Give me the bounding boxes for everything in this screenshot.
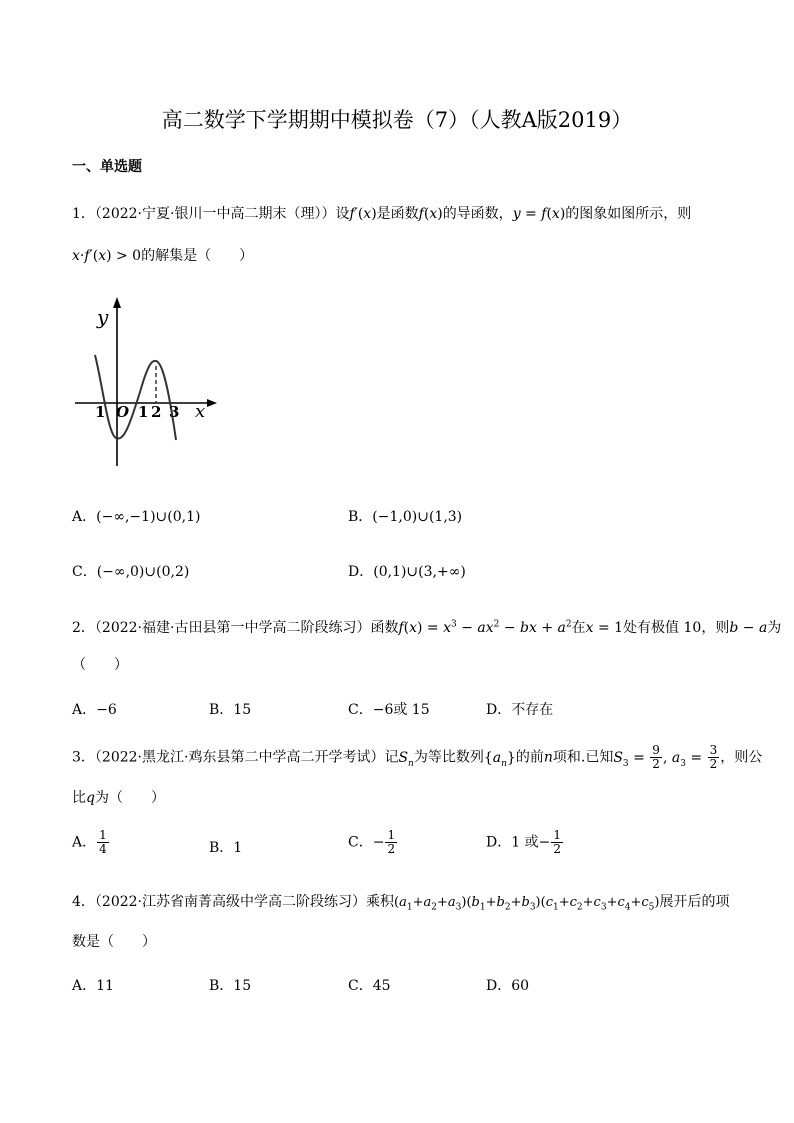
question-text: 的前: [515, 749, 544, 766]
question-text: 为等比数列: [413, 749, 484, 766]
question-text: 设: [335, 206, 350, 222]
option-c[interactable]: C．−6或 15: [348, 702, 430, 718]
question-source: （2022·黑龙江·鸡东县第二中学高二开学考试）: [94, 749, 385, 766]
question-number: 4．: [72, 894, 95, 910]
option-d[interactable]: D．(0,1)∪(3,+∞): [348, 564, 466, 580]
question-text: 为（ ）: [94, 790, 165, 806]
math-expr: x·f′(x) > 0: [72, 248, 142, 264]
question-text: 函数: [370, 620, 399, 636]
option-value: (−∞,0)∪(0,2): [96, 564, 190, 580]
question-source: （2022·宁夏·银川一中高二期末（理））: [94, 206, 336, 222]
math-expr: b − a: [729, 620, 768, 636]
question-3-line-1: [72, 744, 762, 771]
y-axis-arrow-icon: [113, 297, 121, 308]
option-b[interactable]: B．(−1,0)∪(1,3): [348, 509, 463, 525]
question-4-line-1: [72, 891, 729, 913]
question-3-line-2: [72, 787, 165, 807]
option-c[interactable]: C．45: [348, 978, 391, 994]
page-title: 高二数学下学期期中模拟卷（7）（人教A版2019）: [161, 108, 633, 132]
y-axis-label: y: [97, 305, 109, 329]
math-expr: $\{a_n\}$: [483, 749, 516, 769]
option-a[interactable]: A． $\frac{1}{4}$: [72, 828, 107, 856]
question-text: 在: [571, 620, 586, 636]
x-axis-arrow-icon: [207, 399, 217, 407]
option-d[interactable]: D．60: [486, 978, 530, 994]
question-number: 3．: [72, 749, 95, 766]
math-expr: n: [543, 749, 553, 766]
question-source: （2022·江苏省南菁高级中学高二阶段练习）: [94, 894, 366, 910]
math-expr: $S_3$ = $\frac{9}{2}$ , $a_3$ = $\frac{3}{2}$: [613, 743, 718, 771]
question-number: 1．: [72, 206, 95, 222]
question-text: 的图象如图所示，则: [565, 206, 692, 222]
option-d[interactable]: D．1 或− $\frac{1}{2}$: [486, 828, 561, 856]
section-heading: 一、单选题: [72, 159, 142, 175]
origin-label: O: [116, 403, 130, 421]
question-text: 处有极值 10，则: [623, 620, 730, 636]
option-c[interactable]: C．− $\frac{1}{2}$: [348, 828, 396, 856]
question-2-line-2: （ ）: [72, 657, 128, 673]
math-expr: f′(x): [349, 206, 377, 222]
option-a[interactable]: A．11: [72, 978, 114, 994]
math-expr: $S_n$: [398, 749, 414, 769]
option-a[interactable]: A．(−∞,−1)∪(0,1): [72, 509, 201, 525]
question-1-line-2: [72, 245, 253, 265]
curve: [95, 355, 176, 440]
tick-label: 3: [169, 403, 180, 421]
question-source: （2022·福建·古田县第一中学高二阶段练习）: [94, 620, 371, 636]
option-b[interactable]: B．1: [209, 840, 243, 856]
option-b[interactable]: B．15: [209, 978, 252, 994]
option-value: (0,1)∪(3,+∞): [373, 564, 466, 580]
question-text: 记: [384, 749, 399, 766]
math-expr: $(a_1+a_2+a_3)(b_1+b_2+b_3)(c_1+c_2+c_3+c_4+c_5)$: [394, 895, 660, 913]
math-expr: $f(x) = x^3 - ax^2$ − bx + $a^2$: [398, 619, 572, 636]
option-c[interactable]: C．(−∞,0)∪(0,2): [72, 564, 190, 580]
question-1-line-1: [72, 203, 691, 223]
option-value: (−∞,−1)∪(0,1): [96, 509, 201, 525]
option-b[interactable]: B．15: [209, 702, 252, 718]
tick-label: 1: [138, 403, 149, 421]
question-text: ，则公: [720, 749, 763, 766]
option-value: (−1,0)∪(1,3): [372, 509, 463, 525]
question-text: 比: [72, 790, 86, 806]
math-expr: y = f(x): [512, 206, 566, 222]
question-text: 是函数: [376, 206, 419, 222]
tick-label: 2: [151, 403, 162, 421]
question-2-line-1: [72, 617, 781, 637]
math-expr: q: [86, 790, 95, 806]
question-text: 展开后的项: [659, 894, 730, 910]
question-text: 乘积: [366, 894, 394, 910]
x-axis-label: x: [195, 401, 206, 422]
question-text: 的导函数，: [442, 206, 513, 222]
option-d[interactable]: D．不存在: [486, 702, 554, 718]
question-number: 2．: [72, 620, 95, 636]
question-4-line-2: 数是（ ）: [72, 934, 156, 950]
tick-label: 1: [95, 403, 106, 421]
question-text: 项和.已知: [552, 749, 614, 766]
option-a[interactable]: A．−6: [72, 702, 117, 718]
question-text: 的解集是（ ）: [141, 248, 254, 264]
question-text: 为: [767, 620, 782, 636]
function-graph: [70, 292, 225, 472]
math-expr: x = 1: [585, 620, 624, 636]
math-expr: f(x): [418, 206, 443, 222]
